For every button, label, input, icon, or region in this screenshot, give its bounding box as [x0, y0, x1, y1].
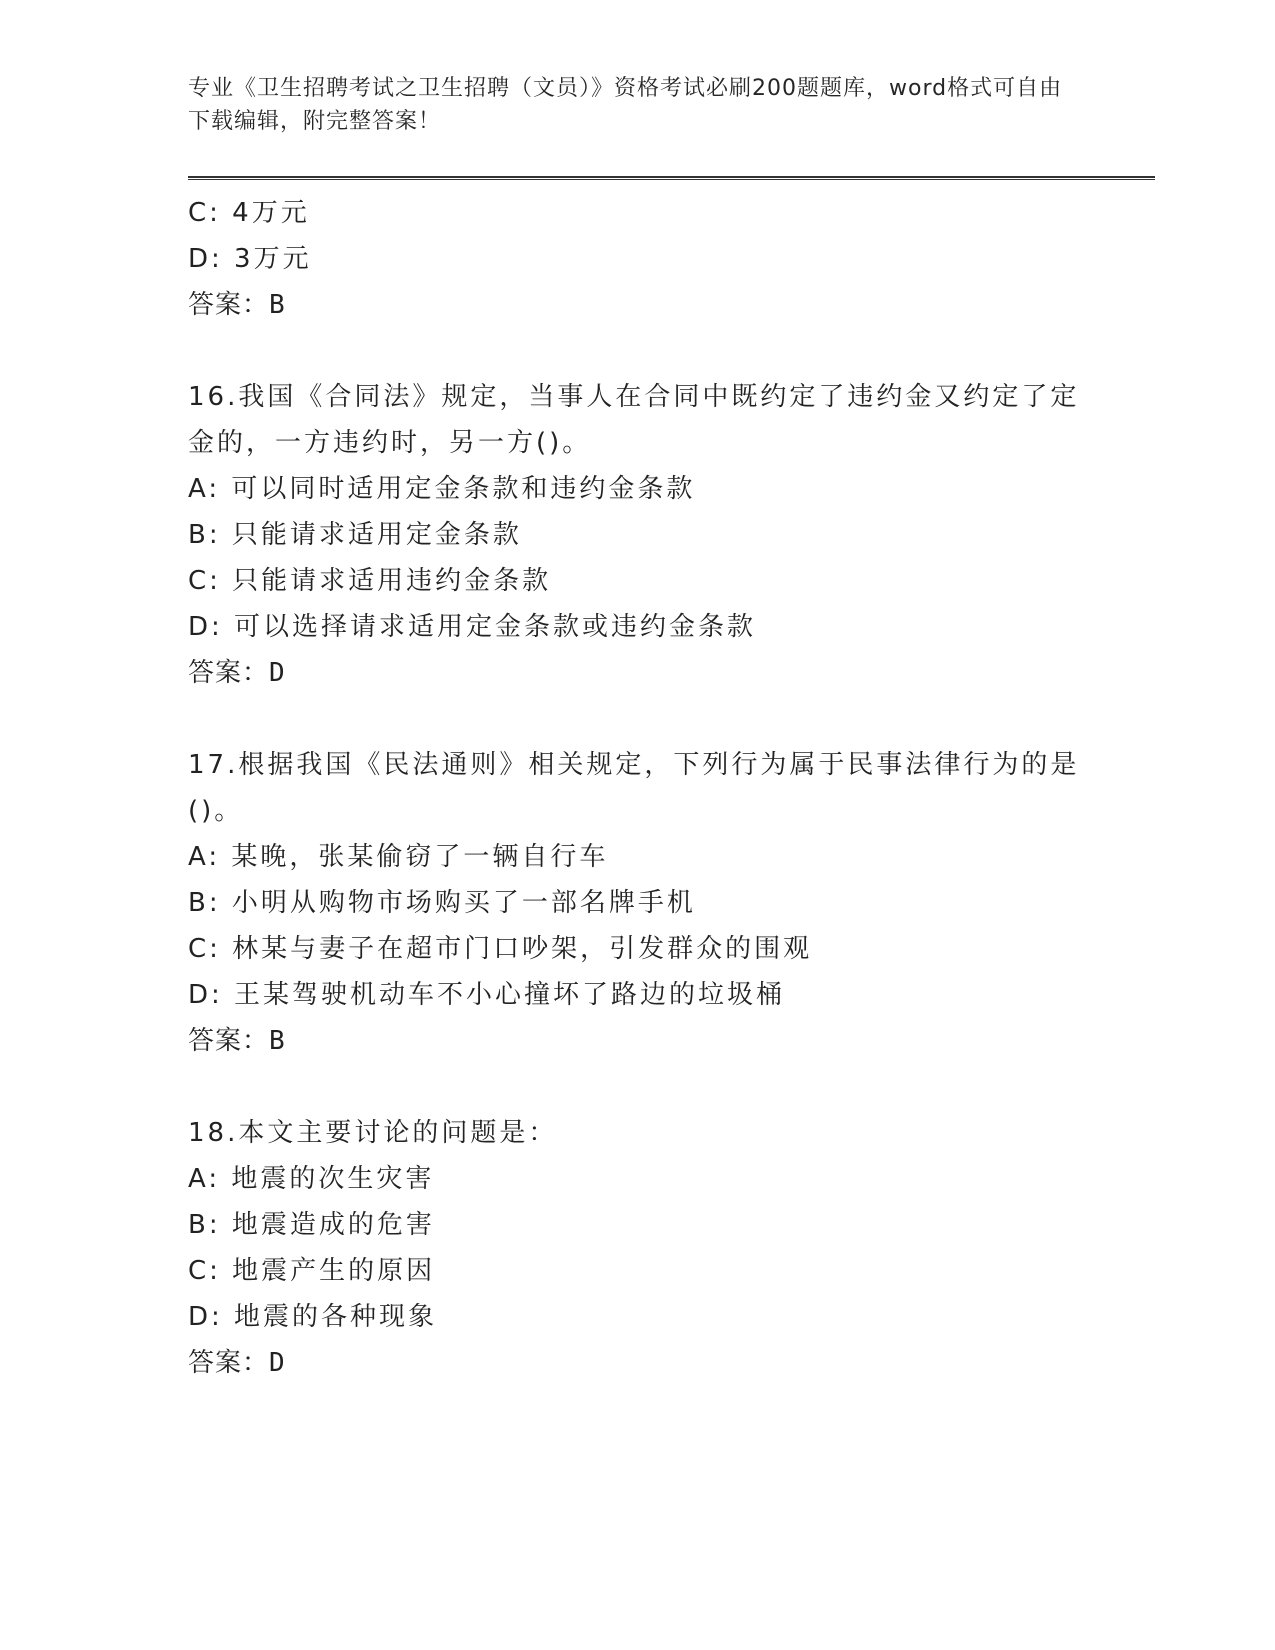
question-stem: 17.根据我国《民法通则》相关规定，下列行为属于民事法律行为的是()。	[188, 750, 1080, 826]
option-c: C: 林某与妻子在超市门口吵架，引发群众的围观	[188, 934, 813, 964]
answer-label: 答案：	[188, 1348, 270, 1378]
option-d: D: 王某驾驶机动车不小心撞坏了路边的垃圾桶	[188, 980, 786, 1010]
answer-value: B	[269, 1026, 286, 1056]
option-a: A: 地震的次生灾害	[188, 1164, 435, 1194]
continued-question	[188, 190, 1088, 328]
question-stem: 16.我国《合同法》规定，当事人在合同中既约定了违约金又约定了定金的，一方违约时，另一方()。	[188, 382, 1080, 458]
answer-label: 答案：	[188, 658, 270, 688]
option-d: D: 可以选择请求适用定金条款或违约金条款	[188, 612, 757, 642]
option-b: B: 只能请求适用定金条款	[188, 520, 522, 550]
answer-value: D	[269, 658, 286, 688]
answer-label: 答案：	[188, 290, 270, 320]
answer-line	[188, 650, 1088, 696]
option-a: A: 可以同时适用定金条款和违约金条款	[188, 474, 696, 504]
answer-line	[188, 1018, 1088, 1064]
option-b: B: 地震造成的危害	[188, 1210, 435, 1240]
option-b: B: 小明从购物市场购买了一部名牌手机	[188, 888, 696, 918]
answer-value: B	[269, 290, 286, 320]
option-a: A: 某晚，张某偷窃了一辆自行车	[188, 842, 609, 872]
option-d: D: 3万元	[188, 244, 312, 274]
option-c: C: 只能请求适用违约金条款	[188, 566, 552, 596]
question-stem: 18.本文主要讨论的问题是：	[188, 1118, 558, 1148]
header-divider	[188, 176, 1155, 180]
answer-line	[188, 282, 1088, 328]
option-c: C: 4万元	[188, 198, 310, 228]
answer-line	[188, 1340, 1088, 1386]
page-header: 专业《卫生招聘考试之卫生招聘（文员）》资格考试必刷200题题库，word格式可自由下载编辑，附完整答案！	[188, 76, 1063, 134]
option-d: D: 地震的各种现象	[188, 1302, 438, 1332]
question-17	[188, 742, 1088, 1064]
question-18	[188, 1110, 1088, 1386]
question-16	[188, 374, 1088, 696]
option-c: C: 地震产生的原因	[188, 1256, 436, 1286]
document-body	[188, 190, 1088, 1386]
answer-value: D	[269, 1348, 286, 1378]
answer-label: 答案：	[188, 1026, 270, 1056]
